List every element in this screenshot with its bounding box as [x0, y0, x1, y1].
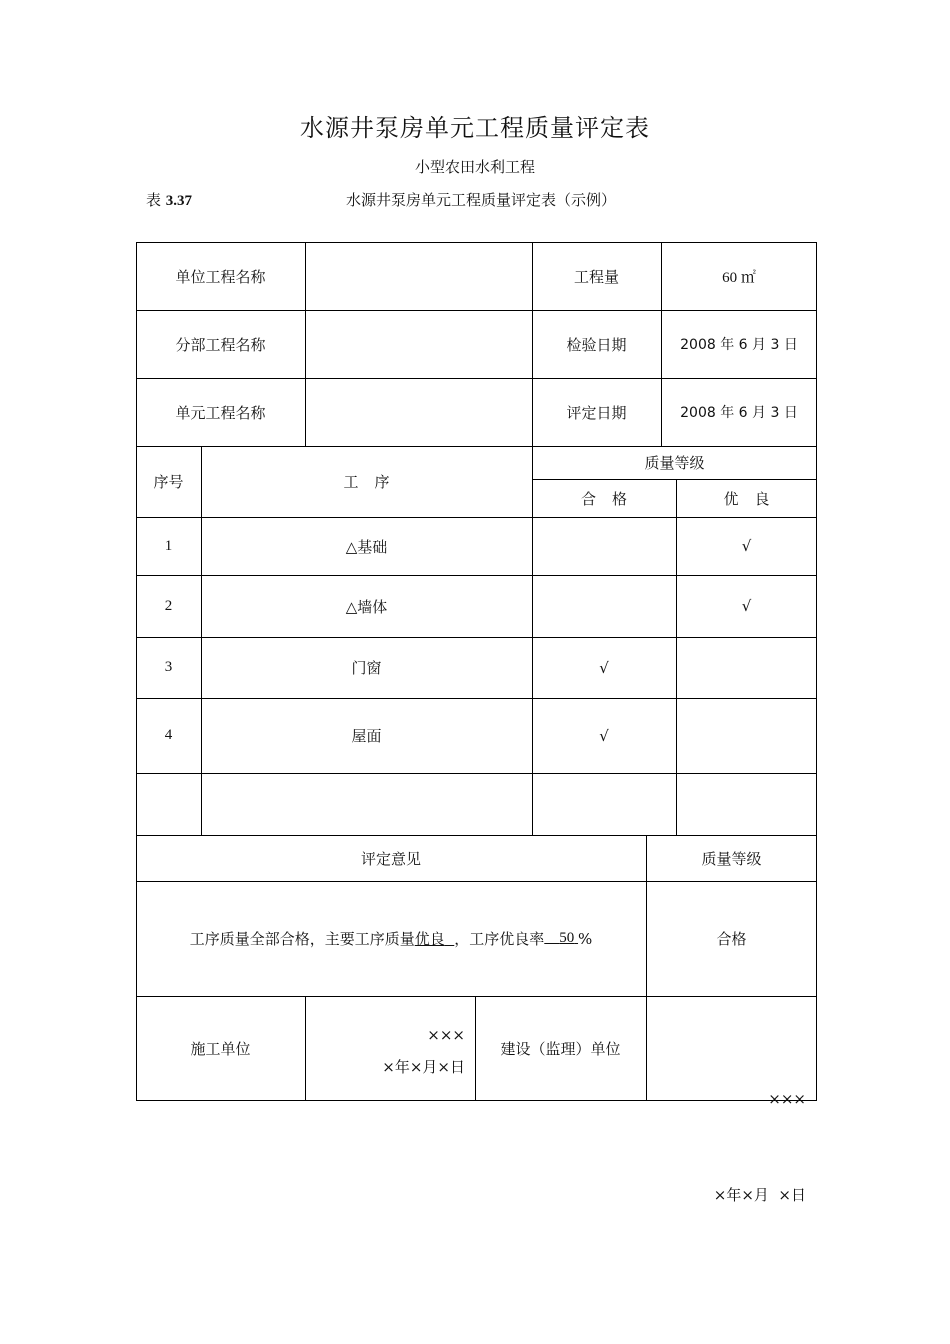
row-seq: 1 — [164, 537, 173, 554]
evaluation-date-label: 评定日期 — [566, 403, 627, 422]
table-number-prefix: 表 — [146, 191, 162, 209]
document-title: 水源井泵房单元工程质量评定表 — [300, 114, 650, 142]
row-seq: 4 — [164, 727, 173, 743]
supervision-signature — [646, 1019, 806, 1275]
col-header-quality-grade: 质量等级 — [644, 454, 705, 472]
quantity-label: 工程量 — [573, 267, 619, 286]
opinion-label: 评定意见 — [360, 849, 421, 868]
table-title: 水源井泵房单元工程质量评定表（示例） — [346, 191, 617, 209]
inspection-date-label: 检验日期 — [566, 335, 627, 354]
element-project-label: 单元工程名称 — [175, 403, 266, 422]
row-qualified-mark — [532, 773, 676, 835]
row-process: 屋面 — [351, 727, 382, 745]
col-header-seq: 序号 — [153, 473, 184, 491]
col-header-qualified: 合格 — [580, 489, 643, 508]
part-project-label: 分部工程名称 — [175, 335, 266, 354]
construction-signature — [305, 1019, 465, 1083]
inspection-date-value: 2008 年 6 月 3 日 — [680, 337, 798, 353]
construction-sign-date: ×年×月×日 — [382, 1058, 465, 1076]
row-excellent-mark — [676, 698, 817, 773]
row-excellent-mark — [676, 637, 817, 698]
row-seq: 3 — [164, 659, 173, 675]
row-qualified-mark: √ — [599, 726, 609, 745]
row-seq — [136, 773, 201, 835]
row-seq: 2 — [164, 597, 173, 614]
supervision-sign-date: ×年×月 ×日 — [713, 1186, 806, 1204]
quantity-value: 60 ㎡ — [722, 269, 756, 286]
row-process: △墙体 — [345, 597, 388, 616]
row-process: 门窗 — [351, 659, 382, 677]
construction-unit-label: 施工单位 — [190, 1039, 251, 1058]
opinion-part1: 工序质量全部合格，主要工序质量 — [189, 930, 415, 948]
row-process — [201, 773, 532, 835]
col-header-process: 工序 — [343, 473, 406, 491]
unit-project-value — [305, 242, 532, 310]
grade-label: 质量等级 — [701, 849, 762, 868]
row-excellent-mark: √ — [741, 597, 752, 615]
row-qualified-mark — [532, 575, 676, 637]
row-excellent-mark: √ — [741, 537, 752, 555]
supervision-unit-label: 建设（监理）单位 — [500, 1039, 621, 1058]
element-project-value — [305, 378, 532, 446]
grade-value: 合格 — [716, 930, 747, 948]
opinion-percent: % — [578, 929, 593, 948]
row-excellent-mark — [676, 773, 817, 835]
opinion-rate: 50 — [559, 930, 575, 946]
construction-signer: ××× — [427, 1026, 465, 1044]
row-qualified-mark: √ — [599, 658, 609, 677]
opinion-part2: ，工序优良率 — [454, 930, 545, 948]
evaluation-date-value: 2008 年 6 月 3 日 — [680, 405, 798, 421]
table-number-value: 3.37 — [165, 193, 193, 209]
supervision-signer: ××× — [768, 1090, 806, 1108]
part-project-value — [305, 310, 532, 378]
row-qualified-mark — [532, 517, 676, 575]
col-header-excellent: 优良 — [723, 489, 786, 508]
row-process: △基础 — [345, 537, 388, 556]
opinion-main-grade: 优良 — [414, 930, 445, 948]
opinion-text — [136, 881, 646, 996]
table-number — [146, 189, 192, 210]
document-subtitle: 小型农田水利工程 — [414, 158, 535, 176]
quality-evaluation-table — [136, 242, 817, 1204]
unit-project-label: 单位工程名称 — [175, 267, 266, 286]
